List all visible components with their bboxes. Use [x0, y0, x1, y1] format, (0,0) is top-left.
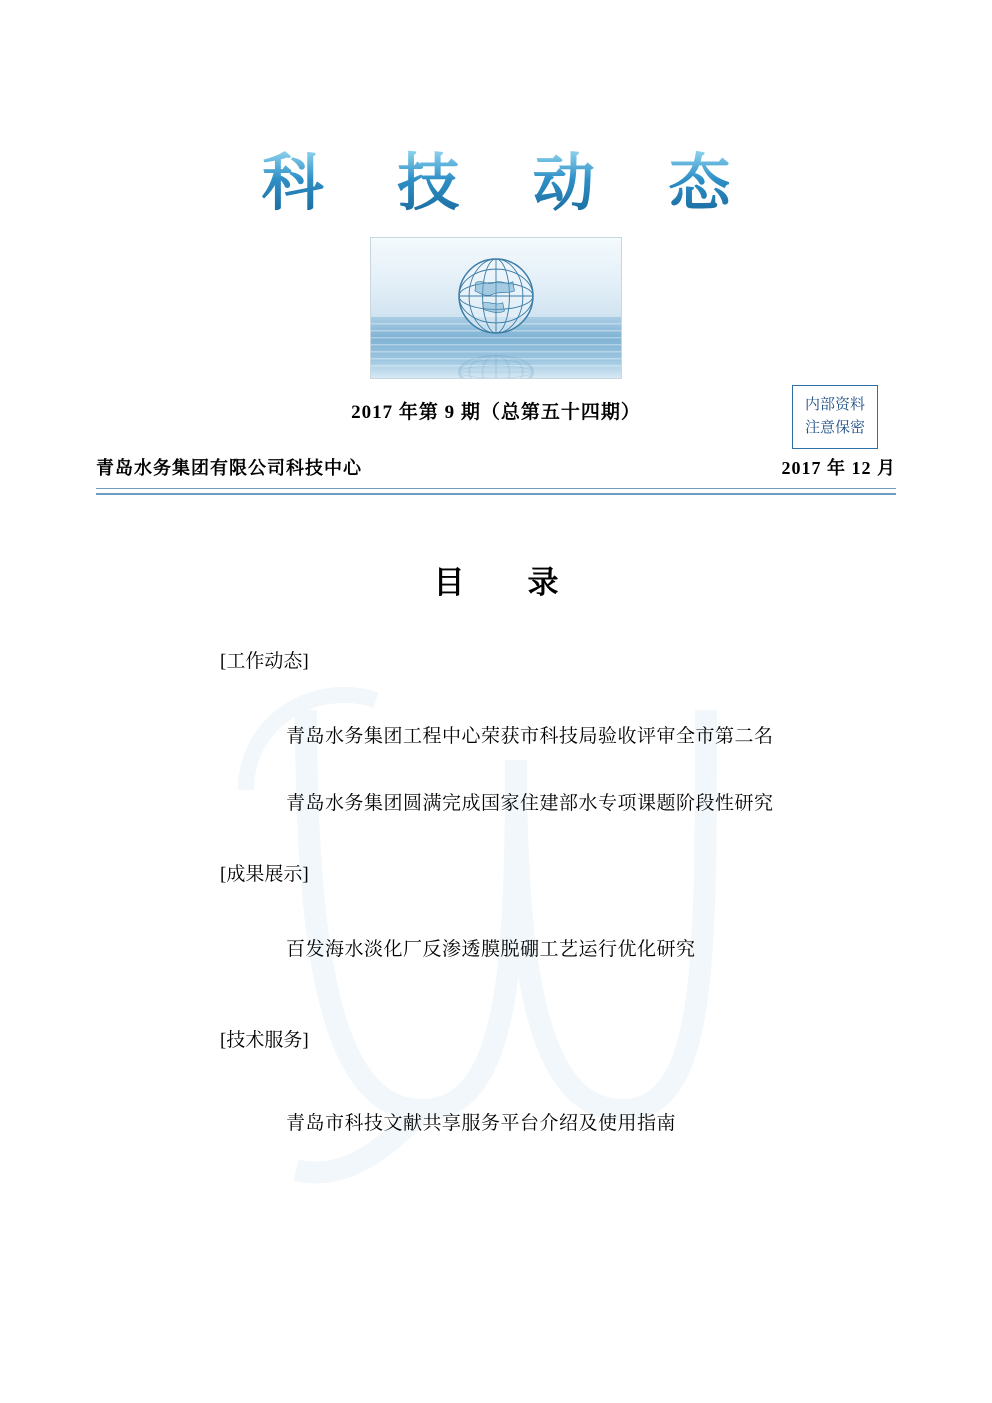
- stamp-line-2: 注意保密: [804, 418, 865, 437]
- globe-icon: [454, 254, 538, 338]
- stamp-line-1: 内部资料: [804, 395, 865, 413]
- globe-reflection-icon: [454, 353, 538, 379]
- toc-title: 目 录: [433, 565, 575, 601]
- publication-title: 科 技 动 态: [0, 150, 992, 215]
- list-item[interactable]: 青岛水务集团圆满完成国家住建部水专项课题阶段性研究: [286, 793, 774, 815]
- masthead: [0, 0, 992, 219]
- publisher-row: [96, 454, 896, 480]
- confidential-stamp: [792, 385, 878, 449]
- issue-number: 2017 年第 9 期（总第五十四期）: [351, 402, 641, 424]
- list-item[interactable]: 青岛市科技文献共享服务平台介绍及使用指南: [286, 1113, 677, 1135]
- toc-section-heading: [成果展示]: [220, 864, 309, 886]
- toc-section-heading: [技术服务]: [220, 1030, 309, 1052]
- globe-water-image: [370, 237, 622, 379]
- publication-date: 2017 年 12 月: [781, 458, 896, 479]
- list-item[interactable]: 青岛水务集团工程中心荣获市科技局验收评审全市第二名: [286, 726, 774, 748]
- header-divider: [96, 488, 896, 495]
- toc: [0, 646, 992, 1135]
- publisher-name: 青岛水务集团有限公司科技中心: [96, 458, 362, 479]
- toc-section-heading: [工作动态]: [220, 651, 309, 673]
- list-item[interactable]: 百发海水淡化厂反渗透膜脱硼工艺运行优化研究: [286, 939, 696, 961]
